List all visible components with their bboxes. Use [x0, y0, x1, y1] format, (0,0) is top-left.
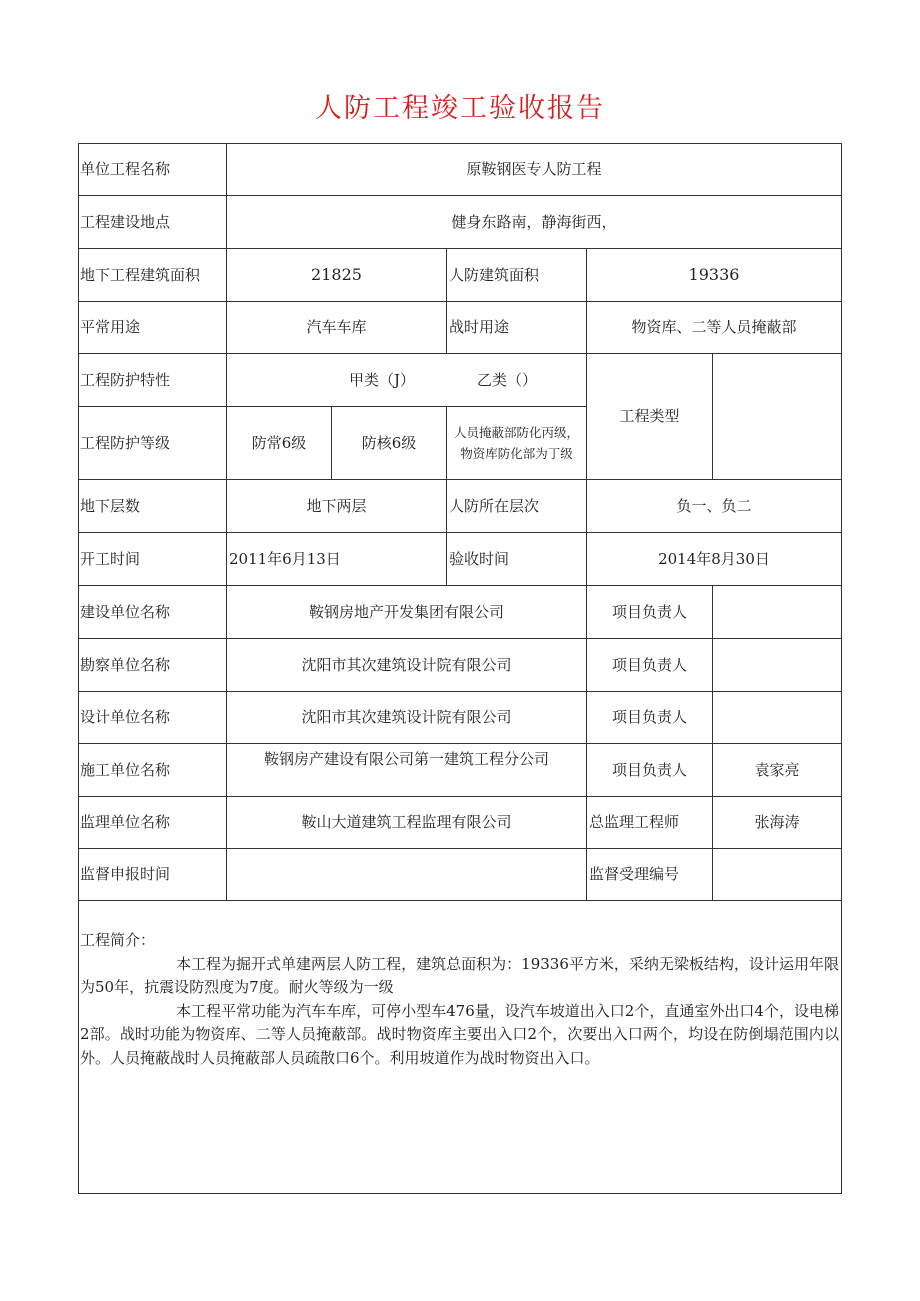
label-project-type: 工程类型: [587, 354, 713, 480]
intro-paragraph-1: 本工程为掘开式单建两层人防工程，建筑总面积为：19336平方米，采纳无梁板结构，设计运用年限为50年，抗震设防烈度为7度。耐火等级为一级: [80, 954, 839, 996]
value-report-time: [227, 849, 587, 901]
label-location: 工程建设地点: [78, 196, 227, 249]
label-survey-unit: 勘察单位名称: [78, 639, 227, 692]
label-acceptance-date: 验收时间: [447, 533, 587, 586]
label-survey-manager: 项目负责人: [587, 639, 713, 692]
project-introduction: [78, 901, 842, 1194]
value-location: 健身东路南，静海街西，: [227, 196, 842, 249]
label-builder-manager: 项目负责人: [587, 586, 713, 639]
report-title: 人防工程竣工验收报告: [315, 93, 605, 124]
value-wartime-use: 物资库、二等人员掩蔽部: [587, 302, 842, 354]
value-underground-floors: 地下两层: [227, 480, 447, 533]
protection-type-a: 甲类（J）: [348, 370, 415, 389]
value-project-type: [713, 354, 842, 480]
value-chemical-level: 人员掩蔽部防化丙级，物资库防化部为丁级: [447, 407, 587, 480]
label-design-manager: 项目负责人: [587, 692, 713, 744]
label-chief-supervisor: 总监理工程师: [587, 797, 713, 849]
value-project-name: 原鞍钢医专人防工程: [227, 143, 842, 196]
value-design-manager: [713, 692, 842, 744]
label-acceptance-number: 监督受理编号: [587, 849, 713, 901]
protection-type-options: [227, 354, 587, 407]
label-peacetime-use: 平常用途: [78, 302, 227, 354]
value-builder-manager: [713, 586, 842, 639]
label-construction-unit: 施工单位名称: [78, 744, 227, 797]
label-protection-type: 工程防护特性: [78, 354, 227, 407]
label-construction-manager: 项目负责人: [587, 744, 713, 797]
value-supervision-unit: 鞍山大道建筑工程监理有限公司: [227, 797, 587, 849]
label-project-name: 单位工程名称: [78, 143, 227, 196]
value-builder: 鞍钢房地产开发集团有限公司: [227, 586, 587, 639]
protection-type-b: 乙类（）: [477, 370, 538, 389]
value-survey-unit: 沈阳市其次建筑设计院有限公司: [227, 639, 587, 692]
label-underground-floors: 地下层数: [78, 480, 227, 533]
label-supervision-unit: 监理单位名称: [78, 797, 227, 849]
label-start-date: 开工时间: [78, 533, 227, 586]
label-design-unit: 设计单位名称: [78, 692, 227, 744]
value-civil-defense-area: 19336: [587, 249, 842, 302]
value-construction-unit: 鞍钢房产建设有限公司第一建筑工程分公司: [227, 744, 587, 797]
value-peacetime-use: 汽车车库: [227, 302, 447, 354]
value-start-date: 2011年6月13日: [227, 533, 447, 586]
value-acceptance-number: [713, 849, 842, 901]
value-chief-supervisor: 张海涛: [713, 797, 842, 849]
value-nuclear-level: 防核6级: [332, 407, 447, 480]
label-wartime-use: 战时用途: [447, 302, 587, 354]
value-underground-area: 21825: [227, 249, 447, 302]
label-report-time: 监督申报时间: [78, 849, 227, 901]
value-civil-defense-level: 负一、负二: [587, 480, 842, 533]
value-design-unit: 沈阳市其次建筑设计院有限公司: [227, 692, 587, 744]
label-civil-defense-level: 人防所在层次: [447, 480, 587, 533]
intro-heading: 工程简介：: [80, 931, 156, 949]
intro-paragraph-2: 本工程平常功能为汽车车库，可停小型车476量，设汽车坡道出入口2个，直通室外出口4个，设电梯2部。战时功能为物资库、二等人员掩蔽部。战时物资库主要出入口2个，次要出入口两个，均设在防倒塌范围内以外。人员掩蔽战时人员掩蔽部人员疏散口6个。利用坡道作为战时物资出入口。: [80, 1001, 839, 1067]
value-acceptance-date: 2014年8月30日: [587, 533, 842, 586]
value-construction-manager: 袁家亮: [713, 744, 842, 797]
label-civil-defense-area: 人防建筑面积: [447, 249, 587, 302]
value-blast-level: 防常6级: [227, 407, 332, 480]
label-underground-area: 地下工程建筑面积: [78, 249, 227, 302]
label-builder: 建设单位名称: [78, 586, 227, 639]
value-survey-manager: [713, 639, 842, 692]
label-protection-level: 工程防护等级: [78, 407, 227, 480]
